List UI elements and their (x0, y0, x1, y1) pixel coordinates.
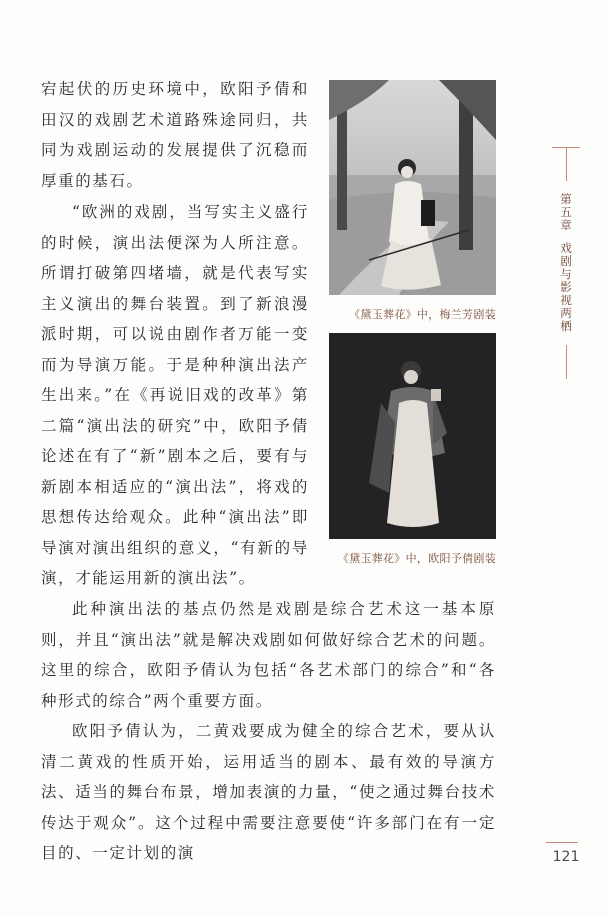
page-number: 121 (552, 849, 580, 865)
body-paragraph-1: 宕起伏的历史环境中，欧阳予倩和田汉的戏剧艺术道路殊途同归，共同为戏剧运动的发展提供了沉稳而厚重的基石。 (41, 80, 309, 190)
photo-mei-lanfang-image (329, 80, 496, 295)
body-paragraph-4: 欧阳予倩认为，二黄戏要成为健全的综合艺术，要从认清二黄戏的性质开始，运用适当的剧本、最有效的导演方法、适当的舞台布景，增加表演的力量，“使之通过舞台技术传达于观众”。这个过程中需要注意要使“许多部门在有一定目的、一定计划的演 (41, 722, 496, 862)
figure-caption-2: 《黛玉葬花》中，欧阳予倩剧装 (337, 552, 496, 565)
chapter-number: 第五章 (560, 192, 572, 232)
photo-ouyang-yuqian-image (329, 333, 496, 539)
photo-mei-lanfang (329, 80, 496, 295)
page-number-rule (546, 842, 578, 843)
chapter-title: 戏剧与影视两栖 (560, 241, 572, 333)
figure-caption-1: 《黛玉葬花》中，梅兰芳剧装 (349, 308, 496, 321)
body-paragraph-3: 此种演出法的基点仍然是戏剧是综合艺术这一基本原则，并且“演出法”就是解决戏剧如何做好综合艺术的问题。这里的综合，欧阳予倩认为包括“各艺术部门的综合”和“各种形式的综合”两个重要方面。 (41, 600, 496, 710)
chapter-line-bottom (566, 345, 567, 379)
chapter-line-top (566, 147, 567, 181)
chapter-marker (558, 193, 574, 333)
body-paragraph-2: “欧洲的戏剧，当写实主义盛行的时候，演出法便深为人所注意。所谓打破第四堵墙，就是代表写实主义演出的舞台装置。到了新浪漫派时期，可以说由剧作者万能一变而为导演万能。于是种种演出法产生出来。”在《再说旧戏的改革》第二篇“演出法的研究”中，欧阳予倩论述在有了“新”剧本之后，要有与新剧本相适应的“演出法”，将戏的思想传达给观众。此种“演出法”即导演对演出组织的意义，“有新的导演，才能运用新的演出法”。 (41, 203, 309, 587)
photo-ouyang-yuqian (329, 333, 496, 539)
